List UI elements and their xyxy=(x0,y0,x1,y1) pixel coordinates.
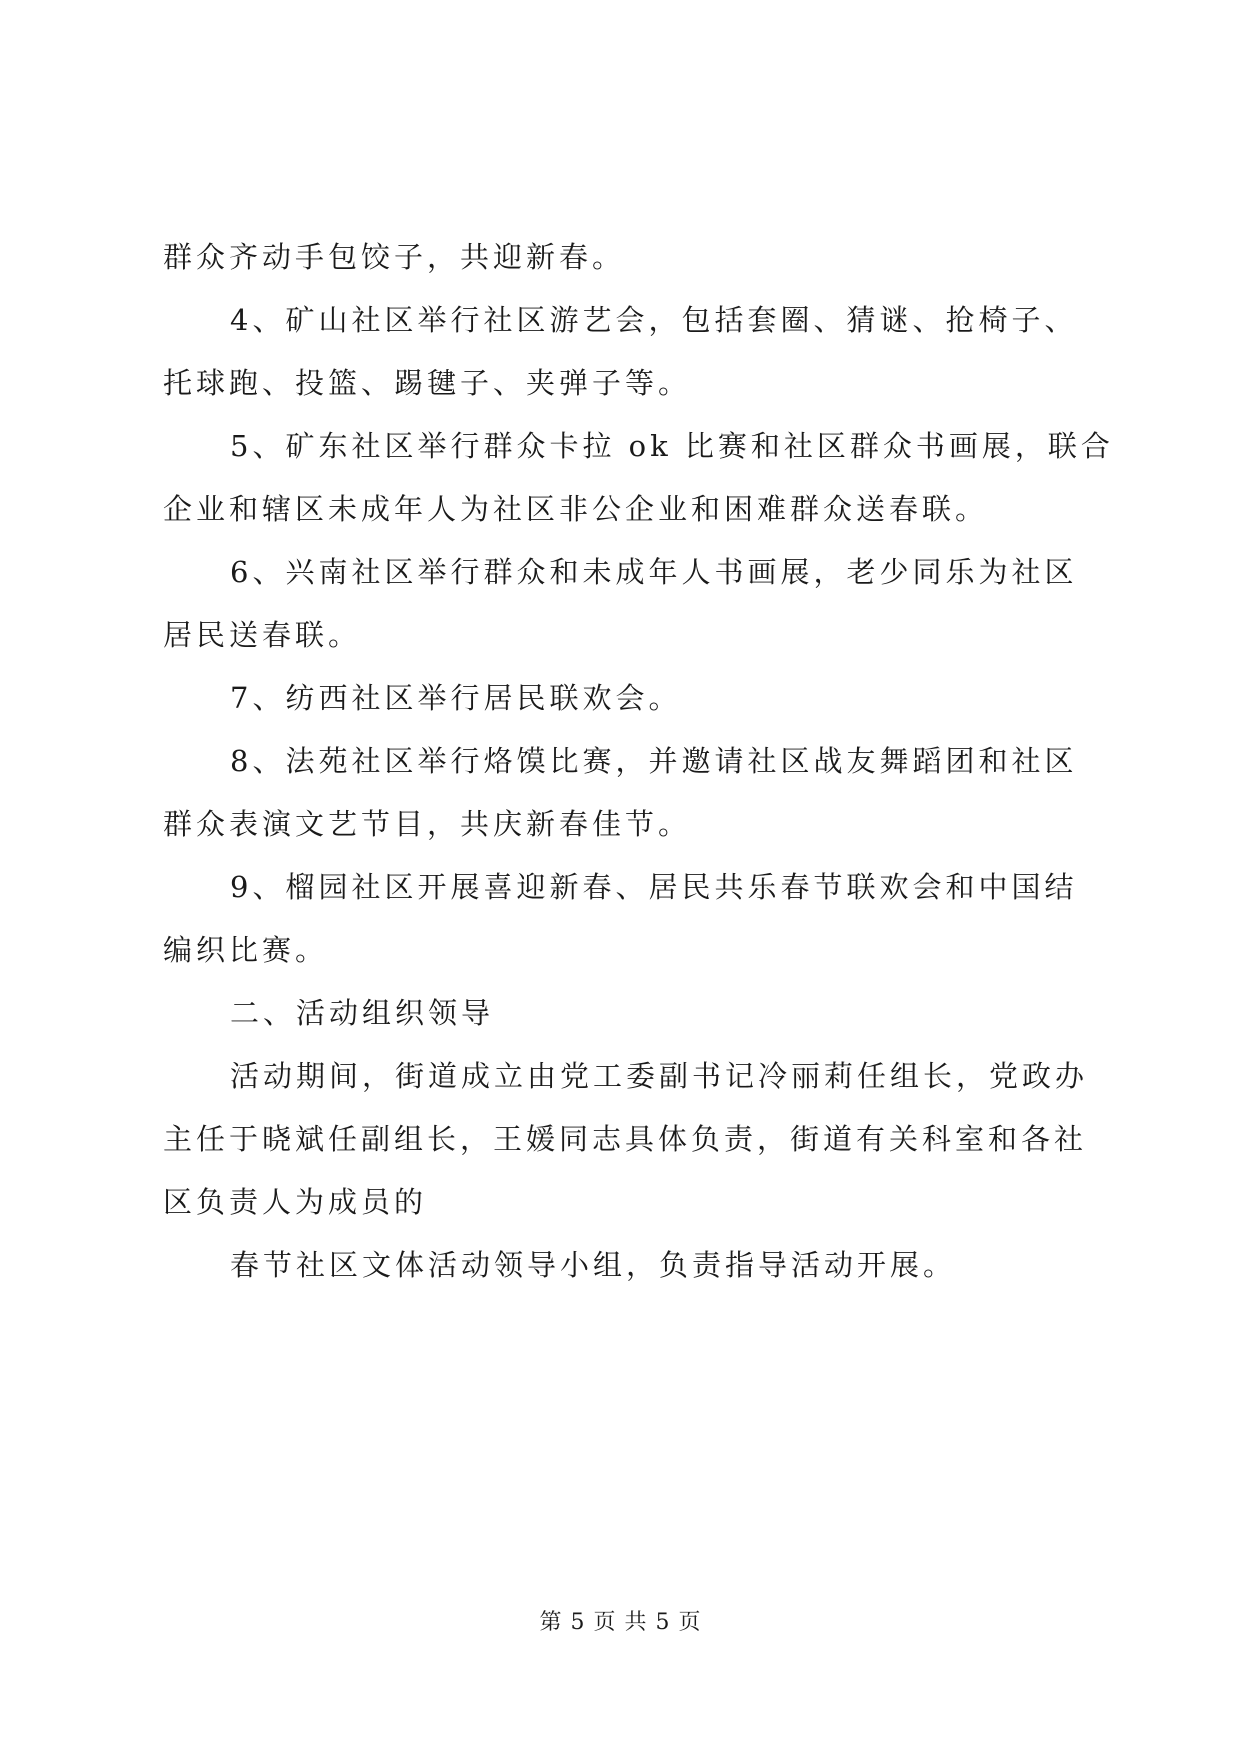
section-heading: 二、活动组织领导 xyxy=(230,996,495,1030)
page-number: 第 5 页 共 5 页 xyxy=(539,1610,702,1635)
paragraph-line: 9、榴园社区开展喜迎新春、居民共乐春节联欢会和中国结 xyxy=(230,870,1078,904)
paragraph-line: 7、纺西社区举行居民联欢会。 xyxy=(230,681,682,715)
paragraph-line: 编织比赛。 xyxy=(163,933,329,967)
paragraph-line: 主任于晓斌任副组长，王媛同志具体负责，街道有关科室和各社 xyxy=(163,1122,1088,1156)
paragraph-line: 5、矿东社区举行群众卡拉 ok 比赛和社区群众书画展，联合 xyxy=(230,429,1114,463)
document-body xyxy=(163,226,1114,1297)
paragraph-line: 群众表演文艺节目，共庆新春佳节。 xyxy=(163,807,692,841)
paragraph-line: 6、兴南社区举行群众和未成年人书画展，老少同乐为社区 xyxy=(230,555,1078,589)
paragraph-line: 企业和辖区未成年人为社区非公企业和困难群众送春联。 xyxy=(163,492,989,526)
paragraph-line: 8、法苑社区举行烙馍比赛，并邀请社区战友舞蹈团和社区 xyxy=(230,744,1078,778)
paragraph-line: 群众齐动手包饺子，共迎新春。 xyxy=(163,240,626,274)
paragraph-line: 活动期间，街道成立由党工委副书记冷丽莉任组长，党政办 xyxy=(230,1059,1089,1093)
paragraph-line: 春节社区文体活动领导小组，负责指导活动开展。 xyxy=(230,1248,957,1282)
page-footer xyxy=(0,1608,1241,1638)
paragraph-line: 4、矿山社区举行社区游艺会，包括套圈、猜谜、抢椅子、 xyxy=(230,303,1078,337)
paragraph-line: 区负责人为成员的 xyxy=(163,1185,428,1219)
paragraph-line: 居民送春联。 xyxy=(163,618,362,652)
paragraph-line: 托球跑、投篮、踢毽子、夹弹子等。 xyxy=(163,366,692,400)
